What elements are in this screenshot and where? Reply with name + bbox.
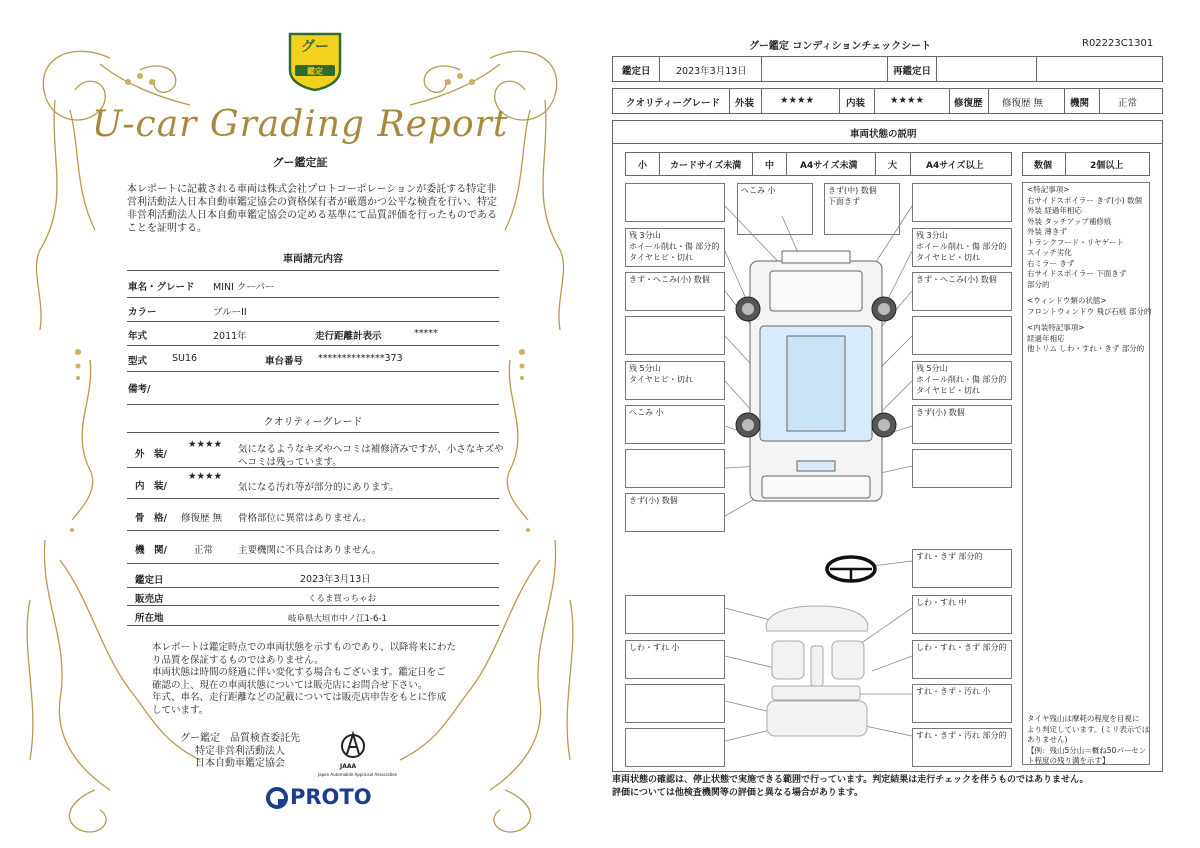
association-line: 日本自動車鑑定協会 <box>195 758 285 769</box>
legend-mid-desc: A4サイズ未満 <box>800 161 858 171</box>
divider <box>127 270 499 271</box>
quality-grade-label: クオリティーグレード <box>626 98 721 109</box>
appraisal-date-value: 2023年3月13日 <box>676 66 747 77</box>
note-text: しわ・すれ・きず 部分的 <box>916 643 1007 652</box>
cert-intro: 本レポートに記載される車両は株式会社プロトコーポレーションが委託する特定非営利活動法人日本自動車鑑定協会の資格保有者が厳選かつ公平な検査を行い、特定非営利活動法人日本自動車鑑定協会の定める基準にて品質評価を行ったものであることを証明する。 <box>127 184 497 234</box>
note-box <box>625 449 725 488</box>
quality-ext-desc-2: ヘコミは残っています。 <box>238 457 342 468</box>
note-box <box>625 493 725 532</box>
repair-label: 修復歴 <box>954 98 983 109</box>
divider <box>127 371 499 372</box>
panel-line: 部分的 <box>1027 279 1050 289</box>
note-box <box>625 183 725 222</box>
quality-int-desc: 気になる汚れ等が部分的にあります。 <box>238 482 399 493</box>
note-box <box>824 183 900 235</box>
address-value: 岐阜県大垣市中ノ江1-6-1 <box>288 614 387 624</box>
note-box <box>912 449 1012 488</box>
date-value: 2023年3月13日 <box>300 574 371 585</box>
divider <box>127 587 499 588</box>
panel-line: 右サイドスポイラー 下面きず <box>1027 269 1127 278</box>
sheet-code: R02223C1301 <box>1082 38 1154 49</box>
cell <box>1036 56 1163 82</box>
panel-line: 外装 経過年相応 <box>1027 206 1082 215</box>
vehicle-heading: 車両諸元内容 <box>283 254 343 265</box>
note-text: 残 3分山 <box>916 231 948 240</box>
year-value: 2011年 <box>213 331 247 342</box>
panel-line: 外装 タッチアップ補修痕 <box>1027 216 1112 226</box>
int-label: 内装 <box>846 98 866 109</box>
bottom-note-1: 車両状態の確認は、停止状態で実施できる範囲で行っています。判定結果は走行チェックを伴うものではありません。 <box>612 775 1089 785</box>
panel-line: トランクフード・リヤゲート <box>1027 237 1124 247</box>
legend-count-desc: 2個以上 <box>1090 161 1124 171</box>
address-label: 所在地 <box>135 613 164 624</box>
association-line: 特定非営利活動法人 <box>195 745 285 757</box>
divider <box>127 467 499 468</box>
legend-large: 大 <box>888 161 898 171</box>
note-box <box>912 361 1012 400</box>
model-value: SU16 <box>172 353 198 364</box>
note-text: すれ・きず・汚れ 部分的 <box>916 731 1007 740</box>
date-label: 鑑定日 <box>135 575 164 586</box>
mileage-value: ***** <box>414 328 438 339</box>
reappraisal-label: 再鑑定日 <box>893 66 932 77</box>
legend-small-desc: カードサイズ未満 <box>670 161 742 171</box>
association-block <box>180 733 300 771</box>
panel-line: <ウィンドウ類の状態> <box>1027 296 1107 305</box>
quality-int-label: 内 装/ <box>135 481 167 492</box>
association-line: グー鑑定 品質検査委託先 <box>180 733 300 744</box>
note-text: ホイール削れ・傷 部分的 <box>629 242 720 251</box>
name-value: MINI クーパー <box>213 282 275 293</box>
note-text: しわ・すれ 小 <box>629 643 680 652</box>
divider <box>127 404 499 405</box>
tire-note-line: ありません) <box>1027 735 1068 744</box>
cert-title: U-car Grading Report <box>91 104 509 145</box>
panel-line: 他トリム しわ・すれ・きず 部分的 <box>1027 344 1145 353</box>
note-text: へこみ 小 <box>741 186 776 195</box>
color-label: カラー <box>128 307 157 318</box>
note-box <box>625 316 725 355</box>
legend-mid: 中 <box>765 161 775 171</box>
badge-text-bottom: 鑑定 <box>307 67 323 76</box>
year-label: 年式 <box>128 331 148 342</box>
note-box <box>912 549 1012 588</box>
panel-line: 右サイドスポイラー きず(小) 数個 <box>1027 195 1143 205</box>
note-text: へこみ 小 <box>629 408 664 417</box>
special-notes-list <box>1027 185 1151 355</box>
tire-note-line: タイヤ残山は摩耗の程度を目視に <box>1027 714 1140 723</box>
badge-text-top: グー <box>301 39 329 55</box>
note-box <box>912 183 1012 222</box>
quality-frame-label: 骨 格/ <box>135 513 167 524</box>
note-text: すれ・きず 部分的 <box>916 552 983 561</box>
note-box <box>625 228 725 267</box>
note-text: きず(小) 数個 <box>916 408 965 417</box>
divider <box>127 530 499 531</box>
note-box <box>625 684 725 723</box>
shop-value: くるま買っちゃお <box>308 594 377 604</box>
quality-int-value: ★★★★ <box>188 471 223 482</box>
note-box <box>625 272 725 311</box>
note-box <box>912 728 1012 767</box>
note-box <box>912 640 1012 679</box>
repair-value: 修復歴 無 <box>1002 98 1044 109</box>
divider <box>127 498 499 499</box>
note-box <box>912 684 1012 723</box>
quality-frame-value: 修復歴 無 <box>181 513 223 524</box>
note-text: 残 5分山 <box>629 364 661 373</box>
quality-ext-value: ★★★★ <box>188 439 223 450</box>
note-text: タイヤヒビ・切れ <box>916 386 980 395</box>
note-text: 下面きず <box>828 197 860 206</box>
tire-note <box>1027 714 1149 767</box>
ext-label: 外装 <box>735 98 755 109</box>
color-value: ブルーII <box>213 307 247 318</box>
divider <box>127 432 499 433</box>
jaaa-sub: Japan Automobile Appraisal Association <box>318 772 398 777</box>
divider <box>127 625 499 626</box>
chassis-value: **************373 <box>318 353 403 364</box>
proto-logo-text: PROTO <box>290 785 372 809</box>
ext-value: ★★★★ <box>780 95 815 106</box>
quality-engine-desc: 主要機関に不具合はありません。 <box>238 545 382 556</box>
remarks-label: 備考/ <box>128 384 151 395</box>
quality-ext-label: 外 装/ <box>135 449 167 460</box>
panel-line: 外装 薄きず <box>1027 227 1067 236</box>
note-text: しわ・すれ 中 <box>916 598 967 607</box>
quality-heading: クオリティーグレード <box>263 417 363 428</box>
panel-line: 右ミラー きず <box>1027 258 1075 268</box>
mileage-label: 走行距離計表示 <box>315 331 382 342</box>
engine-value: 正常 <box>1118 98 1138 109</box>
legend-small: 小 <box>638 161 648 171</box>
note-box <box>625 728 725 767</box>
quality-engine-label: 機 関/ <box>135 545 167 556</box>
footer-line: 車両状態は時間の経過に伴い変化する場合もございます。鑑定日をご <box>152 667 446 678</box>
note-text: タイヤヒビ・切れ <box>629 375 693 384</box>
tire-note-line: ト程度の残り溝を示す】 <box>1027 756 1110 765</box>
tire-note-line: より判定しています。(ミリ表示では <box>1027 724 1150 734</box>
footer-line: 年式、車名、走行距離などの記載については販売店申告をもとに作成 <box>152 692 447 703</box>
note-text: きず(小) 数個 <box>629 496 678 505</box>
note-text: 残 5分山 <box>916 364 948 373</box>
steering-wheel-icon <box>827 557 875 581</box>
footer-line: 本レポートは鑑定時点での車両状態を示すものであり、以降将来にわた <box>152 642 457 653</box>
note-text: 残 3分山 <box>629 231 661 240</box>
chassis-label: 車台番号 <box>265 356 304 367</box>
panel-line: フロントウィンドウ 飛び石痕 部分的 <box>1027 306 1152 316</box>
quality-frame-desc: 骨格部位に異常はありません。 <box>238 513 372 524</box>
note-text: きず(中) 数個 <box>828 186 877 195</box>
condition-heading: 車両状態の説明 <box>850 129 917 140</box>
shop-label: 販売店 <box>135 594 164 605</box>
footer-line: 確認の上、現在の車両状態については販売店にお問合せ下さい。 <box>152 679 428 691</box>
engine-label: 機関 <box>1070 98 1090 109</box>
note-box <box>625 405 725 444</box>
sheet-title: グー鑑定 コンディションチェックシート <box>748 41 932 52</box>
quality-ext-desc: 気になるようなキズやヘコミは補修済みですが、小さなキズや <box>238 444 504 455</box>
divider <box>127 345 499 346</box>
note-box <box>737 183 813 235</box>
note-text: タイヤヒビ・切れ <box>629 253 693 262</box>
note-text: タイヤヒビ・切れ <box>916 253 980 262</box>
footer-line: しています。 <box>152 704 209 716</box>
note-box <box>912 595 1012 634</box>
footer-line: り品質を保証するものではありません。 <box>152 654 324 666</box>
jaaa-label: JAAA <box>340 763 357 770</box>
note-box <box>912 405 1012 444</box>
note-box <box>625 595 725 634</box>
note-text: きず・へこみ(小) 数個 <box>916 275 997 284</box>
cert-footer <box>152 642 477 717</box>
legend-large-desc: A4サイズ以上 <box>926 161 984 171</box>
tire-note-line: 【例：残山5分山＝概ね50パーセン <box>1027 745 1147 755</box>
divider <box>127 321 499 322</box>
special-notes-panel <box>1022 182 1150 765</box>
bottom-note-2: 評価については他検査機関等の評価と異なる場合があります。 <box>612 788 864 798</box>
quality-engine-value: 正常 <box>194 545 214 556</box>
note-text: きず・へこみ(小) 数個 <box>629 275 710 284</box>
note-box <box>912 316 1012 355</box>
note-box <box>625 361 725 400</box>
legend-count: 数個 <box>1034 161 1053 171</box>
divider <box>127 605 499 606</box>
panel-line: 経過年相応 <box>1027 333 1065 343</box>
name-label: 車名・グレード <box>128 282 195 293</box>
panel-line: <特記事項> <box>1027 185 1070 194</box>
note-box <box>625 640 725 679</box>
panel-line: スイッチ劣化 <box>1027 248 1072 257</box>
panel-line: <内装特記事項> <box>1027 323 1085 332</box>
model-label: 型式 <box>128 356 148 367</box>
divider <box>127 297 499 298</box>
note-box <box>912 228 1012 267</box>
note-text: ホイール削れ・傷 部分的 <box>916 375 1007 384</box>
int-value: ★★★★ <box>890 95 925 106</box>
cert-subtitle: グー鑑定証 <box>272 156 328 169</box>
appraisal-date-label: 鑑定日 <box>622 66 651 77</box>
proto-logo-icon <box>266 787 288 809</box>
divider <box>127 563 499 564</box>
note-text: ホイール削れ・傷 部分的 <box>916 242 1007 251</box>
note-box <box>912 272 1012 311</box>
note-text: すれ・きず・汚れ 小 <box>916 687 991 696</box>
